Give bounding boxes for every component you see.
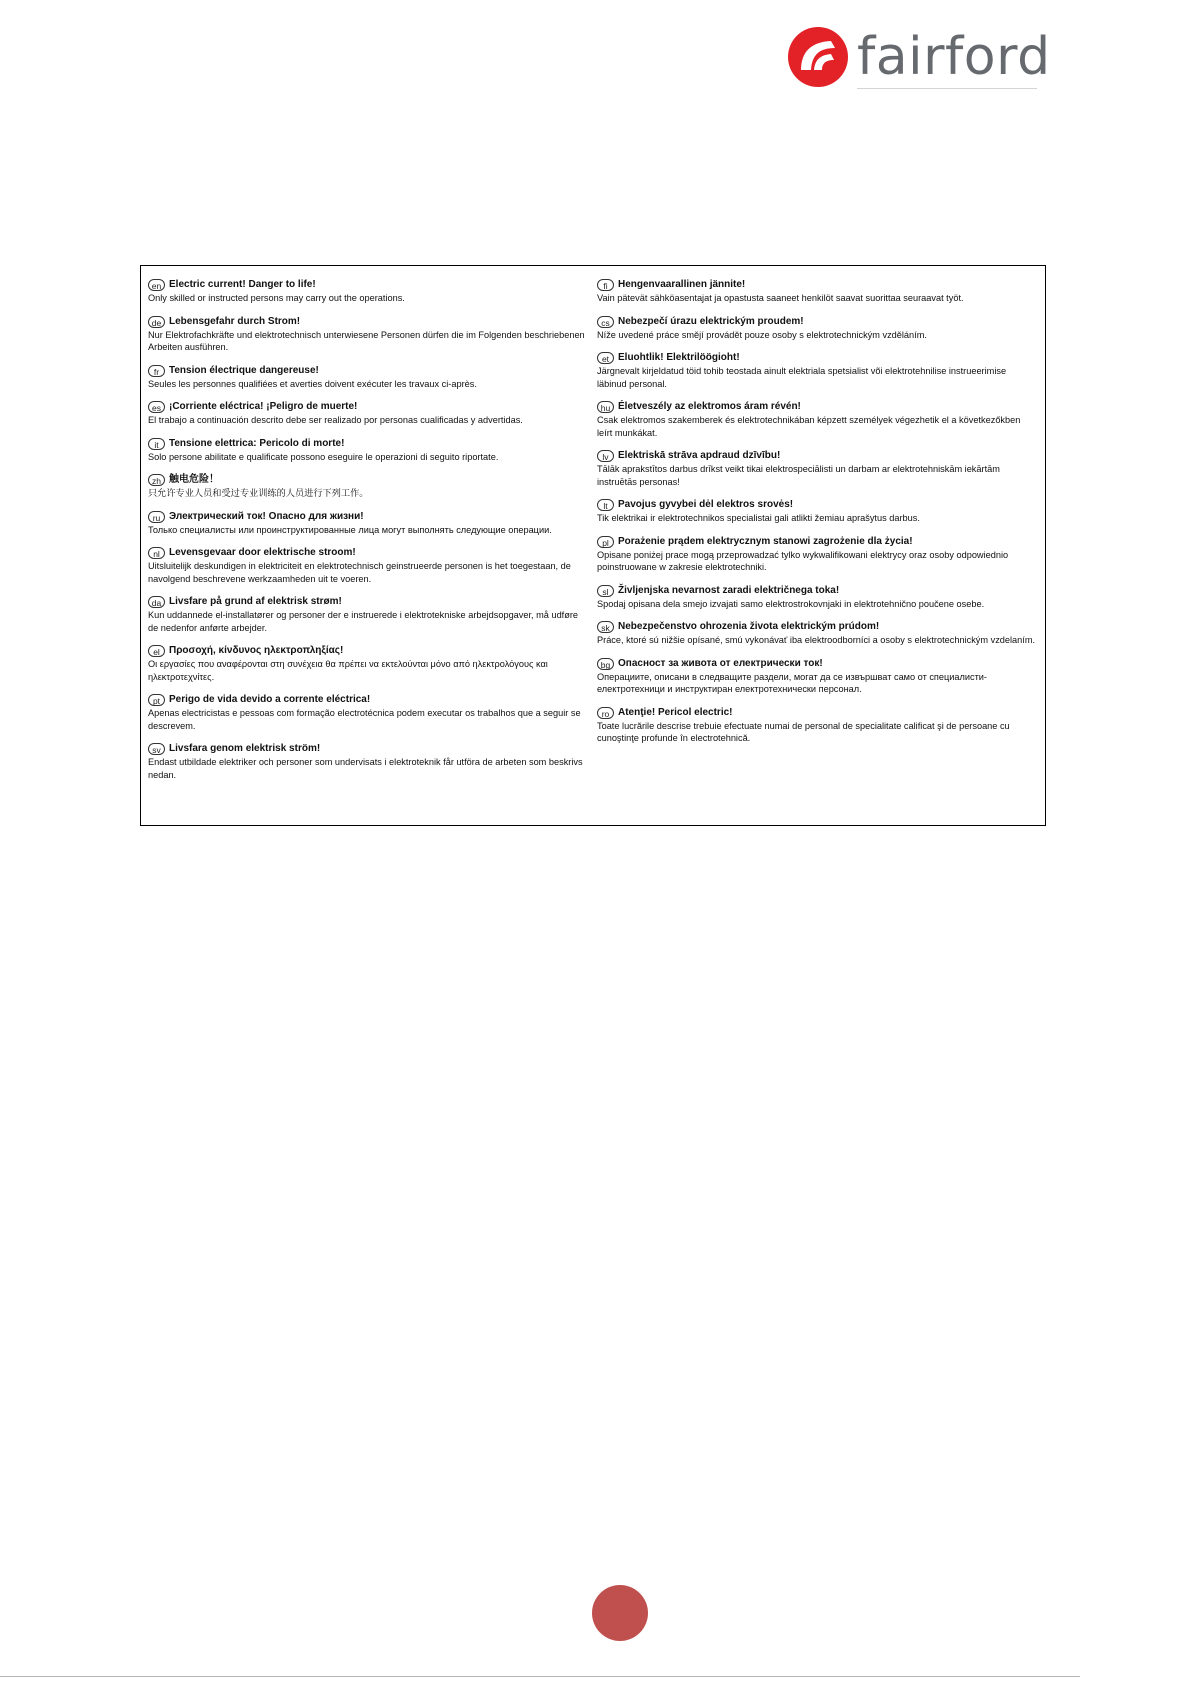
warning-title: Livsfara genom elektrisk ström! <box>169 743 321 754</box>
warning-title: Προσοχή, κίνδυνος ηλεκτροπληξίας! <box>169 645 344 656</box>
warning-text: Kun uddannede el-installatører og personer der e instruerede i elektrotekniske arbejdsopgaver, må udføre de nedenfor anførte arbejder. <box>148 610 579 633</box>
warning-title: Levensgevaar door elektrische stroom! <box>169 547 356 558</box>
warning-entry <box>597 315 1037 342</box>
warning-text: Csak elektromos szakemberek és elektrotechnikában képzett személyek végezhetik el a következőkben leírt munkákat. <box>597 415 1021 438</box>
warning-title: Tension électrique dangereuse! <box>169 364 319 376</box>
language-code-badge: lt <box>597 499 614 511</box>
language-code-badge: bg <box>597 658 614 670</box>
warning-title: Электрический ток! Опасно для жизни! <box>169 510 364 522</box>
warning-entry <box>148 644 588 683</box>
warning-text: Uitsluitelijk deskundigen in elektriciteit en elektrotechnisch geinstrueerde personen is het toegestaan, de navolgend beschrevene werkzaamheden uit te voeren. <box>148 561 571 584</box>
warning-entry <box>597 400 1037 439</box>
language-code-badge: et <box>597 352 614 364</box>
warning-entry <box>597 498 1037 525</box>
language-code-badge: es <box>148 401 165 413</box>
warning-heading <box>148 473 588 487</box>
warning-heading <box>597 706 1037 720</box>
warning-entry <box>597 706 1037 745</box>
warning-title: Опасност за живота от електрически ток! <box>618 657 823 669</box>
warning-column-left <box>148 278 588 791</box>
warning-entry <box>148 742 588 781</box>
warning-heading <box>148 364 588 378</box>
language-code-badge: zh <box>148 474 165 486</box>
logo-underline <box>857 88 1037 89</box>
language-code-badge: en <box>148 279 165 291</box>
warning-heading <box>597 620 1037 634</box>
warning-text: Spodaj opisana dela smejo izvajati samo elektrostrokovnjaki in elektrotehnično poučene osebe. <box>597 598 985 609</box>
warning-heading <box>597 584 1037 598</box>
warning-entry <box>148 693 588 732</box>
language-code-badge: cs <box>597 316 614 328</box>
warning-title: Tensione elettrica: Pericolo di morte! <box>169 437 345 449</box>
language-code-badge: fr <box>148 365 165 377</box>
warning-title: Lebensgefahr durch Strom! <box>169 315 301 327</box>
warning-heading <box>148 278 588 292</box>
warning-text: Apenas electricistas e pessoas com formação electrotécnica podem executar os trabalhos que a seguir se descrevem. <box>148 708 581 731</box>
language-code-badge: sk <box>597 621 614 633</box>
warning-text: 只允许专业人员和受过专业训练的人员进行下列工作。 <box>148 488 369 498</box>
warning-text: Opisane poniżej prace mogą przeprowadzać tylko wykwalifikowani elektrycy oraz osoby odpowiednio poinstruowane w zakresie elektrotechniki. <box>597 549 1009 572</box>
safety-warning-box <box>140 265 1046 826</box>
language-code-badge: ru <box>148 511 165 523</box>
warning-entry <box>597 449 1037 488</box>
warning-entry <box>148 510 588 537</box>
warning-heading <box>148 546 588 560</box>
warning-title: Nebezpečí úrazu elektrickým proudem! <box>618 315 804 327</box>
warning-heading <box>597 278 1037 292</box>
warning-text: Seules les personnes qualifiées et averties doivent exécuter les travaux ci-après. <box>148 378 477 389</box>
warning-entry <box>597 535 1037 574</box>
warning-title: Hengenvaarallinen jännite! <box>618 279 746 290</box>
warning-text: Nur Elektrofachkräfte und elektrotechnisch unterwiesene Personen dürfen die im Folgenden beschriebenen Arbeiten ausführen. <box>148 329 585 352</box>
language-code-badge: el <box>148 645 165 657</box>
warning-entry <box>148 595 588 634</box>
fairford-logo <box>787 26 1051 96</box>
warning-heading <box>148 510 588 524</box>
warning-entry <box>597 657 1037 696</box>
warning-heading <box>597 351 1037 365</box>
warning-text: Операциите, описани в следващите раздели, могат да се извършват само от специалисти-електротехници и инструктиран електротехнически персонал. <box>597 671 987 694</box>
warning-title: Pavojus gyvybei dėl elektros srovės! <box>618 499 794 510</box>
warning-heading <box>148 315 588 329</box>
warning-entry <box>148 315 588 354</box>
language-code-badge: fi <box>597 279 614 291</box>
warning-entry <box>148 400 588 427</box>
warning-entry <box>148 473 588 500</box>
brand-name: fairford <box>857 27 1051 87</box>
warning-heading <box>597 535 1037 549</box>
warning-entry <box>148 364 588 391</box>
fairford-logo-mark-icon <box>787 26 849 88</box>
language-code-badge: sv <box>148 743 165 755</box>
warning-heading <box>597 315 1037 329</box>
language-code-badge: da <box>148 596 165 608</box>
warning-heading <box>597 400 1037 414</box>
warning-title: ¡Corriente eléctrica! ¡Peligro de muerte! <box>169 401 358 412</box>
warning-heading <box>597 657 1037 671</box>
warning-title: Életveszély az elektromos áram révén! <box>618 401 801 412</box>
warning-title: Nebezpečenstvo ohrozenia života elektrickým prúdom! <box>618 621 880 632</box>
language-code-badge: sl <box>597 585 614 597</box>
warning-title: Livsfare på grund af elektrisk strøm! <box>169 596 342 607</box>
warning-text: Järgnevalt kirjeldatud töid tohib teostada ainult elektriala spetsialist või elektrotehnilise instrueerimise läbinud personal. <box>597 366 1007 389</box>
warning-text: Οι εργασίες που αναφέρονται στη συνέχεια θα πρέπει να εκτελούνται μόνο από ηλεκτρολόγους και ηλεκτροτεχνίτες. <box>148 659 548 682</box>
warning-entry <box>597 351 1037 390</box>
warning-heading <box>148 742 588 756</box>
warning-heading <box>148 644 588 658</box>
warning-text: Toate lucrările descrise trebuie efectuate numai de personal de specialitate calificat şi de persoane cu cunoştinţe profunde în electrotehnică. <box>597 720 1010 743</box>
warning-text: Tik elektrikai ir elektrotechnikos specialistai gali atlikti žemiau aprašytus darbus. <box>597 513 920 523</box>
warning-title: Porażenie prądem elektrycznym stanowi zagrożenie dla życia! <box>618 535 913 547</box>
warning-column-right <box>597 278 1037 755</box>
warning-heading <box>148 595 588 609</box>
warning-heading <box>148 437 588 451</box>
warning-heading <box>597 449 1037 463</box>
language-code-badge: ro <box>597 707 614 719</box>
language-code-badge: pl <box>597 536 614 548</box>
warning-text: El trabajo a continuación descrito debe ser realizado por personas cualificadas y advertidas. <box>148 415 523 425</box>
warning-text: Vain pätevät sähköasentajat ja opastusta saaneet henkilöt saavat suorittaa seuraavat työt. <box>597 293 964 303</box>
warning-heading <box>148 693 588 707</box>
warning-title: Življenjska nevarnost zaradi električnega toka! <box>618 584 840 596</box>
warning-text: Только специалисты или проинструктированные лица могут выполнять следующие операции. <box>148 524 552 535</box>
language-code-badge: it <box>148 438 165 450</box>
warning-text: Solo persone abilitate e qualificate possono eseguire le operazioni di seguito riportate. <box>148 451 499 462</box>
warning-entry <box>597 278 1037 305</box>
warning-text: Only skilled or instructed persons may carry out the operations. <box>148 293 405 303</box>
warning-text: Tālāk aprakstītos darbus drīkst veikt tikai elektrospeciālisti un darbam ar elektrotehniskām iekārtām instruētās personas! <box>597 464 1000 487</box>
warning-title: Elektriskā strāva apdraud dzīvību! <box>618 450 781 461</box>
warning-text: Práce, ktoré sú nižšie opísané, smú vykonávať iba elektroodborníci a osoby s elektrotechnickým vzdelaním. <box>597 635 1036 645</box>
warning-title: Atenţie! Pericol electric! <box>618 706 733 718</box>
warning-title: Eluohtlik! Elektrilöögioht! <box>618 352 740 363</box>
language-code-badge: lv <box>597 450 614 462</box>
warning-heading <box>148 400 588 414</box>
warning-entry <box>148 437 588 464</box>
language-code-badge: de <box>148 316 165 328</box>
footer-divider <box>0 1676 1080 1677</box>
warning-entry <box>597 620 1037 647</box>
warning-entry <box>148 546 588 585</box>
warning-text: Níže uvedené práce smějí provádět pouze osoby s elektrotechnickým vzděláním. <box>597 329 927 340</box>
warning-heading <box>597 498 1037 512</box>
page-marker <box>592 1585 648 1641</box>
language-code-badge: nl <box>148 547 165 559</box>
warning-title: Perigo de vida devido a corrente eléctrica! <box>169 694 371 705</box>
warning-text: Endast utbildade elektriker och personer som undervisats i elektroteknik får utföra de arbeten som beskrivs nedan. <box>148 757 583 780</box>
language-code-badge: pt <box>148 694 165 706</box>
warning-title: Electric current! Danger to life! <box>169 279 316 290</box>
warning-title: 触电危险！ <box>169 474 219 485</box>
warning-entry <box>597 584 1037 611</box>
warning-entry <box>148 278 588 305</box>
language-code-badge: hu <box>597 401 614 413</box>
